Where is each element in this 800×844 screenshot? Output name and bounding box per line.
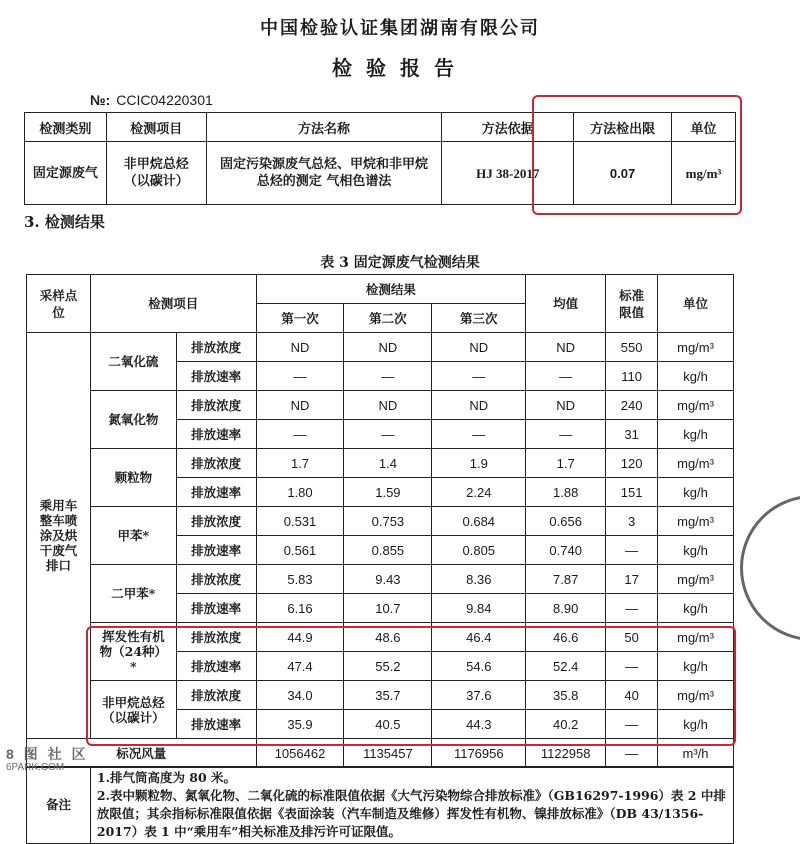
result-third: ND [432,391,526,420]
result-first: 6.16 [256,594,344,623]
metric-type: 排放速率 [176,362,256,391]
header-standard-limit: 标准限值 [606,275,658,333]
standard-limit: 3 [606,507,658,536]
result-second: 0.855 [344,536,432,565]
sampling-site-cell: 乘用车整车喷涂及烘干废气排口 [27,333,91,739]
result-third: 1.9 [432,449,526,478]
header-average: 均值 [526,275,606,333]
result-third: 8.36 [432,565,526,594]
header-unit: 单位 [658,275,734,333]
result-average: 52.4 [526,652,606,681]
table-caption: 表 3 固定源废气检测结果 [320,255,480,271]
watermark-line2: 6PARK.COM [6,762,65,773]
header-second: 第二次 [344,304,432,333]
result-first: 1.80 [256,478,344,507]
unit: mg/m³ [658,391,734,420]
standard-limit: 31 [606,420,658,449]
metric-type: 排放速率 [176,420,256,449]
results-body [27,333,734,739]
result-average: 7.87 [526,565,606,594]
metric-type: 排放浓度 [176,507,256,536]
result-second: ND [344,391,432,420]
unit: mg/m³ [658,565,734,594]
standard-limit: — [606,652,658,681]
standard-limit: 110 [606,362,658,391]
metric-type: 排放浓度 [176,681,256,710]
result-third: — [432,420,526,449]
unit: kg/h [658,594,734,623]
unit: mg/m³ [658,507,734,536]
unit: kg/h [658,710,734,739]
airflow-value: 1176956 [432,739,526,768]
result-first: 44.9 [256,623,344,652]
report-number [90,92,213,108]
standard-limit: — [606,536,658,565]
table-row [27,565,734,594]
notes-table [26,766,734,844]
unit: mg/m³ [658,449,734,478]
method-header-unit: 单位 [672,113,736,142]
result-second: — [344,420,432,449]
result-first: 1.7 [256,449,344,478]
result-third: 2.24 [432,478,526,507]
result-second: 40.5 [344,710,432,739]
result-third: 46.4 [432,623,526,652]
result-average: 40.2 [526,710,606,739]
result-first: 47.4 [256,652,344,681]
pollutant-name: 颗粒物 [90,449,176,507]
standard-limit: 50 [606,623,658,652]
metric-type: 排放浓度 [176,565,256,594]
result-average: 1.7 [526,449,606,478]
header-first: 第一次 [256,304,344,333]
metric-type: 排放速率 [176,710,256,739]
metric-type: 排放速率 [176,594,256,623]
unit: mg/m³ [658,623,734,652]
header-sampling-site: 采样点位 [27,275,91,333]
pollutant-name: 非甲烷总烃（以碳计） [90,681,176,739]
standard-limit: 151 [606,478,658,507]
method-table [24,112,736,205]
standard-limit: 240 [606,391,658,420]
result-second: 55.2 [344,652,432,681]
method-basis: HJ 38-2017 [442,142,574,205]
result-first: — [256,420,344,449]
result-third: 44.3 [432,710,526,739]
report-number-value: CCIC04220301 [116,92,213,108]
results-table [26,274,734,768]
result-average: 0.656 [526,507,606,536]
result-third: — [432,362,526,391]
unit: mg/m³ [658,681,734,710]
metric-type: 排放浓度 [176,449,256,478]
result-second: 1.4 [344,449,432,478]
method-header-item: 检测项目 [106,113,206,142]
metric-type: 排放速率 [176,478,256,507]
result-third: 9.84 [432,594,526,623]
pollutant-name: 二氧化硫 [90,333,176,391]
result-second: 1.59 [344,478,432,507]
table-row [27,391,734,420]
result-first: — [256,362,344,391]
unit: kg/h [658,362,734,391]
company-name: 中国检验认证集团湖南有限公司 [260,18,540,39]
method-item: 非甲烷总烃（以碳计） [106,142,206,205]
metric-type: 排放速率 [176,652,256,681]
result-first: 34.0 [256,681,344,710]
result-first: 0.531 [256,507,344,536]
unit: kg/h [658,652,734,681]
report-number-label: №: [90,92,111,108]
header-results: 检测结果 [256,275,526,304]
unit: kg/h [658,536,734,565]
result-average: ND [526,391,606,420]
airflow-value: 1135457 [344,739,432,768]
method-unit: mg/m³ [672,142,736,205]
report-title: 检验报告 [332,56,468,80]
airflow-unit: m³/h [658,739,734,768]
method-category: 固定源废气 [25,142,107,205]
section-title: 3. 检测结果 [24,213,105,231]
result-third: 37.6 [432,681,526,710]
method-header-category: 检测类别 [25,113,107,142]
airflow-label: 标况风量 [27,739,257,768]
pollutant-name: 挥发性有机物（24种）* [90,623,176,681]
watermark-line1: 8 图 社 区 [6,746,89,762]
result-first: ND [256,391,344,420]
standard-limit: — [606,710,658,739]
method-name: 固定污染源废气总烃、甲烷和非甲烷总烃的测定 气相色谱法 [206,142,442,205]
unit: mg/m³ [658,333,734,362]
company-seal-stamp [740,495,800,641]
standard-limit: 120 [606,449,658,478]
unit: kg/h [658,420,734,449]
table-row [27,681,734,710]
result-second: 10.7 [344,594,432,623]
result-second: 0.753 [344,507,432,536]
pollutant-name: 甲苯* [90,507,176,565]
result-first: 35.9 [256,710,344,739]
result-second: ND [344,333,432,362]
notes-text: 1.排气筒高度为 80 米。 2.表中颗粒物、氮氧化物、二氧化硫的标准限值依据《大气污染物综合排放标准》（GB16297-1996）表 2 中排放限值；其余指标标准限值依据《表面涂装（汽车制造及维修）挥发性有机物、镍排放标准》（DB 43/1356-2017）表 1 中“乘用车”相关标准及排污许可证限值。 [90,767,733,844]
pollutant-name: 氮氧化物 [90,391,176,449]
result-third: 0.805 [432,536,526,565]
header-test-item: 检测项目 [90,275,256,333]
result-average: 46.6 [526,623,606,652]
metric-type: 排放浓度 [176,623,256,652]
result-average: 8.90 [526,594,606,623]
table-row [27,507,734,536]
standard-limit: — [606,594,658,623]
table-row [27,623,734,652]
airflow-value: 1056462 [256,739,344,768]
result-third: 0.684 [432,507,526,536]
result-average: — [526,362,606,391]
metric-type: 排放浓度 [176,333,256,362]
result-second: 35.7 [344,681,432,710]
airflow-average: 1122958 [526,739,606,768]
result-average: ND [526,333,606,362]
method-header-detection-limit: 方法检出限 [574,113,672,142]
airflow-limit: — [606,739,658,768]
metric-type: 排放浓度 [176,391,256,420]
result-average: 0.740 [526,536,606,565]
watermark [6,748,88,774]
result-average: — [526,420,606,449]
result-third: ND [432,333,526,362]
result-first: 0.561 [256,536,344,565]
method-header-basis: 方法依据 [442,113,574,142]
standard-limit: 40 [606,681,658,710]
result-average: 35.8 [526,681,606,710]
standard-limit: 17 [606,565,658,594]
result-second: 9.43 [344,565,432,594]
pollutant-name: 二甲苯* [90,565,176,623]
table-row [27,333,734,362]
unit: kg/h [658,478,734,507]
metric-type: 排放速率 [176,536,256,565]
result-average: 1.88 [526,478,606,507]
result-second: — [344,362,432,391]
result-first: ND [256,333,344,362]
standard-limit: 550 [606,333,658,362]
header-third: 第三次 [432,304,526,333]
result-first: 5.83 [256,565,344,594]
table-row [27,449,734,478]
result-second: 48.6 [344,623,432,652]
notes-label: 备注 [27,767,91,844]
method-detection-limit: 0.07 [574,142,672,205]
result-third: 54.6 [432,652,526,681]
method-header-method-name: 方法名称 [206,113,442,142]
